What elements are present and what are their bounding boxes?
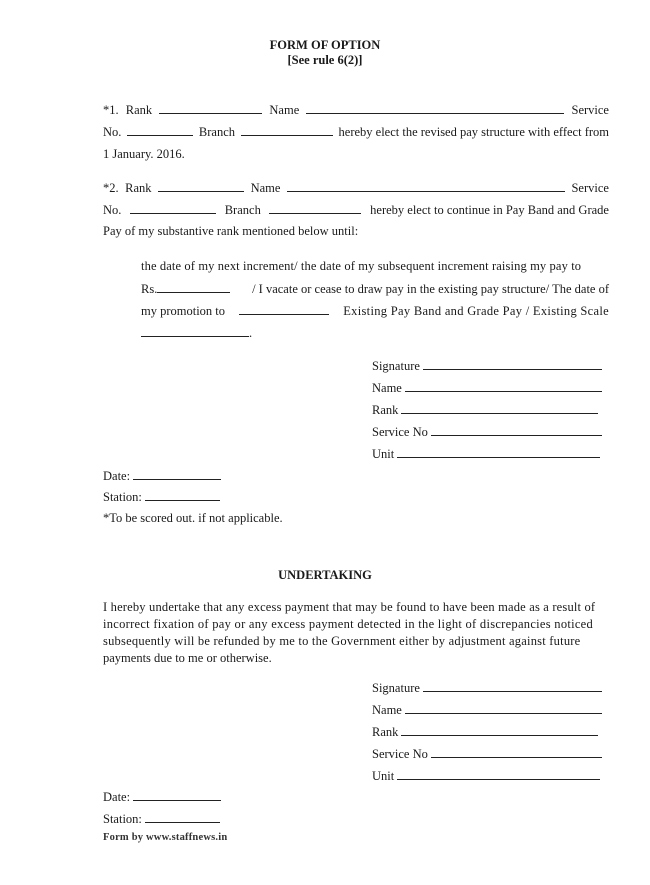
option2-rs-group [141,281,230,297]
option2-rs-label: Rs. [141,282,158,296]
sig2-rank-field[interactable] [401,724,598,736]
option1-branch-label: Branch [198,125,236,139]
sig2-rank-label: Rank [372,725,399,739]
option2-indent-line4 [141,325,252,341]
option2-line3: Pay of my substantive rank mentioned below until: [103,224,359,238]
option1-elect-text: hereby elect the revised pay structure with effect from [338,125,609,139]
option2-line1 [103,180,609,196]
sig1-rank-label: Rank [372,403,399,417]
signature-block-2 [372,680,602,790]
station-field-2[interactable] [145,811,220,823]
option2-name-field[interactable] [287,180,565,192]
sig2-name-field[interactable] [405,702,602,714]
option1-no-label: No. [103,125,122,139]
option1-branch-field[interactable] [241,124,333,136]
sig2-service-no-label: Service No [372,747,428,761]
sig1-signature-row [372,358,602,380]
form-subtitle: [See rule 6(2)] [287,53,363,67]
option2-service-no-field[interactable] [130,202,216,214]
sig2-unit-field[interactable] [397,768,600,780]
option2-indent-line2 [141,281,609,297]
option1-line1 [103,102,609,118]
option2-rank-field[interactable] [158,180,244,192]
option2-existing-text: Existing Pay Band and Grade Pay / Existing Scale [343,304,609,318]
form-title: FORM OF OPTION [269,38,381,52]
option2-line2 [103,202,609,218]
date-field-2[interactable] [133,789,221,801]
sig1-rank-field[interactable] [401,402,598,414]
date-label-2: Date: [103,790,131,804]
sig1-name-label: Name [372,381,402,395]
option1-date-text: 1 January. 2016. [103,147,185,161]
station-label-2: Station: [103,812,142,826]
station-label-1: Station: [103,490,142,504]
undertaking-line2: incorrect fixation of pay or any excess payment detected in the light of discrepancies noticed [103,617,594,631]
undertaking-heading: UNDERTAKING [278,568,372,582]
date-row-2 [103,789,221,805]
undertaking-line3: subsequently will be refunded by me to the Government either by adjustment against future [103,634,581,648]
undertaking-line2-row [103,617,609,632]
sig2-service-no-field[interactable] [431,746,602,758]
option2-rank-label: Rank [125,181,152,195]
option2-indent-text2: / I vacate or cease to draw pay in the existing pay structure/ The date of [252,282,609,296]
undertaking-line1-row [103,600,609,615]
sig2-signature-label: Signature [372,681,420,695]
option2-indent-line3 [141,303,609,319]
sig2-rank-row [372,724,598,746]
sig1-unit-field[interactable] [397,446,600,458]
option2-branch-field[interactable] [269,202,361,214]
sig2-unit-label: Unit [372,769,395,783]
sig1-unit-row [372,446,600,468]
footer-credit: Form by www.staffnews.in [103,832,228,843]
option1-name-field[interactable] [306,102,564,114]
option2-no-label: No. [103,203,122,217]
option2-elect-text: hereby elect to continue in Pay Band and Grade [370,203,609,217]
option1-line2 [103,124,609,140]
sig2-unit-row [372,768,600,790]
option2-rs-field[interactable] [157,281,230,293]
sig2-name-row [372,702,602,724]
option1-service-no-field[interactable] [127,124,193,136]
sig2-signature-row [372,680,602,702]
option2-branch-label: Branch [224,203,261,217]
option2-service-label: Service [571,181,609,195]
sig1-name-row [372,380,602,402]
option2-name-label: Name [250,181,281,195]
sig1-rank-row [372,402,598,424]
option1-rank-label: Rank [125,103,153,117]
sig2-signature-field[interactable] [423,680,602,692]
undertaking-line3-row [103,634,609,649]
station-field-1[interactable] [145,489,220,501]
signature-block-1 [372,358,602,468]
station-row-1 [103,489,220,505]
option2-scale-field[interactable] [141,325,249,337]
sig2-service-no-row [372,746,602,768]
undertaking-line4: payments due to me or otherwise. [103,651,272,665]
option2-promotion-field[interactable] [239,303,329,315]
date-label-1: Date: [103,469,131,483]
sig1-signature-field[interactable] [423,358,602,370]
station-row-2 [103,811,220,827]
option1-rank-field[interactable] [159,102,262,114]
option2-period: . [249,326,253,340]
option2-number: *2. [103,181,119,195]
undertaking-line1: I hereby undertake that any excess payment that may be found to have been made as a result of [103,600,596,614]
option2-indent-text1: the date of my next increment/ the date of my subsequent increment raising my pay to [141,259,582,273]
sig1-service-no-label: Service No [372,425,428,439]
date-row-1 [103,468,221,484]
option1-number: *1. [103,103,119,117]
scored-out-note: *To be scored out. if not applicable. [103,511,283,525]
option1-service-label: Service [571,103,609,117]
sig2-name-label: Name [372,703,402,717]
option2-promotion-label: my promotion to [141,304,226,318]
option2-indent-line1 [141,259,609,274]
sig1-signature-label: Signature [372,359,420,373]
sig1-name-field[interactable] [405,380,602,392]
sig1-unit-label: Unit [372,447,395,461]
option1-name-label: Name [269,103,300,117]
sig1-service-no-row [372,424,602,446]
date-field-1[interactable] [133,468,221,480]
sig1-service-no-field[interactable] [431,424,602,436]
